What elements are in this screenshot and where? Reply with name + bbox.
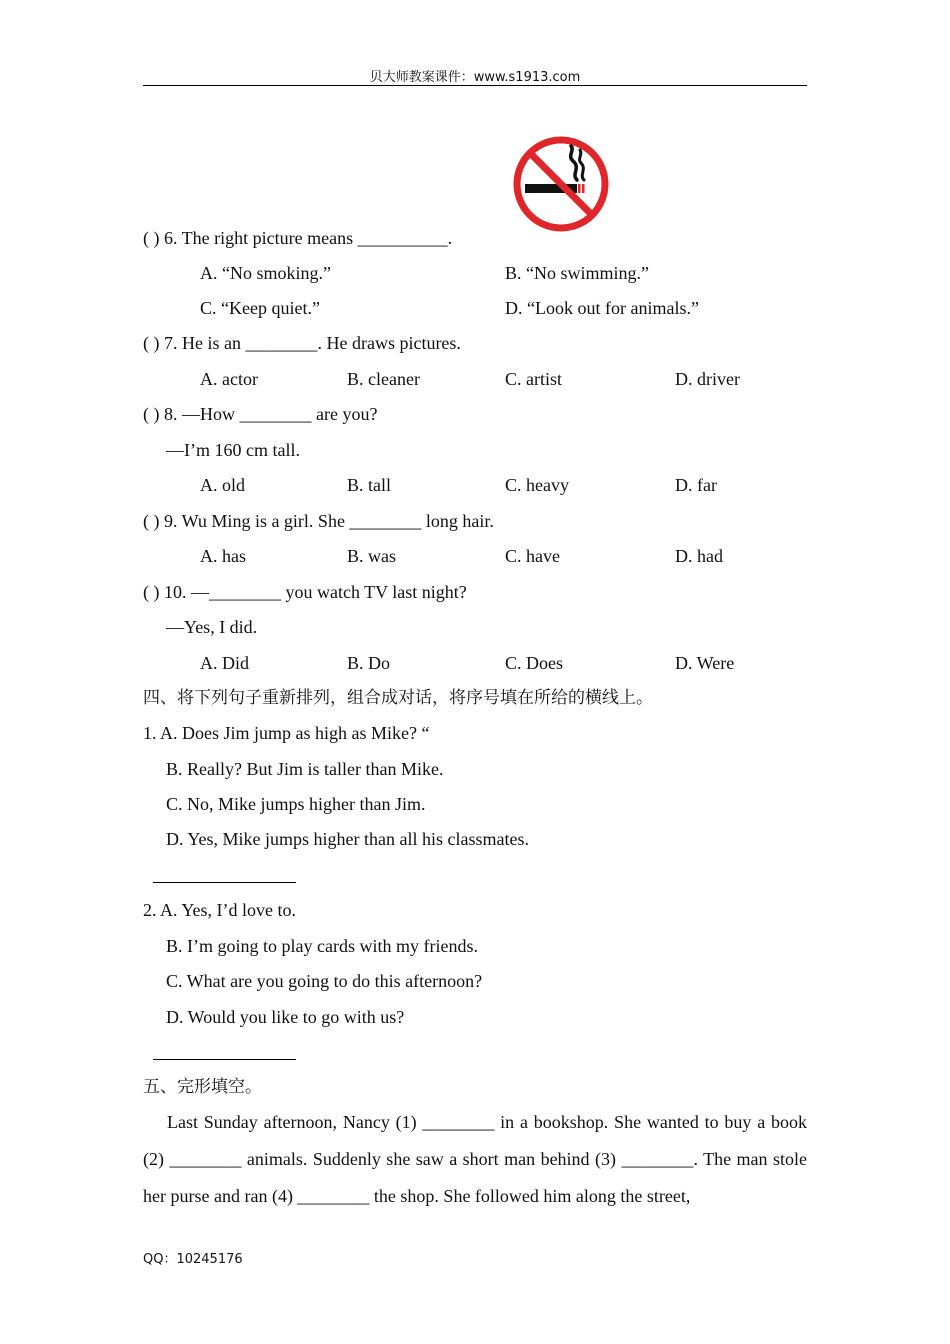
question-7-stem: ( ) 7. He is an ________. He draws pictures. [143,333,461,353]
section-4-item-1-answer-blank [153,882,296,883]
question-6-option-b: B. “No swimming.” [505,263,649,283]
section-4-item-1-line-c: C. No, Mike jumps higher than Jim. [166,794,426,814]
question-6-option-d: D. “Look out for animals.” [505,298,699,318]
section-4-item-2-line-a: 2. A. Yes, I’d love to. [143,900,297,920]
question-9-option-a: A. has [200,546,246,566]
page-header: 贝大师教案课件：www.s1913.com [369,70,581,85]
section-4-item-1-line-b: B. Really? But Jim is taller than Mike. [166,759,444,779]
question-8-option-c: C. heavy [505,475,569,495]
question-6-option-a: A. “No smoking.” [200,263,331,283]
question-8-stem: ( ) 8. —How ________ are you? [143,404,378,424]
question-9-stem: ( ) 9. Wu Ming is a girl. She ________ long hair. [143,511,494,531]
question-7-option-d: D. driver [675,369,740,389]
question-9-option-c: C. have [505,546,560,566]
question-9-option-d: D. had [675,546,723,566]
question-8-option-a: A. old [200,475,245,495]
section-4-item-1-line-a: 1. A. Does Jim jump as high as Mike? “ [143,723,430,743]
question-10-option-c: C. Does [505,653,563,673]
section-5-title: 五、完形填空。 [143,1077,262,1097]
question-10-option-d: D. Were [675,653,735,673]
question-8-option-b: B. tall [347,475,391,495]
header-rule [143,85,807,86]
question-9-option-b: B. was [347,546,396,566]
question-8-option-d: D. far [675,475,717,495]
page-footer: QQ：10245176 [143,1252,243,1267]
no-smoking-sign-icon [511,134,611,234]
question-10-stem: ( ) 10. —________ you watch TV last night? [143,582,467,602]
question-10-option-b: B. Do [347,653,391,673]
section-4-item-2-answer-blank [153,1059,296,1060]
section-4-item-1-line-d: D. Yes, Mike jumps higher than all his classmates. [166,829,529,849]
section-4-title: 四、将下列句子重新排列，组合成对话，将序号填在所给的横线上。 [143,688,653,708]
question-7-option-b: B. cleaner [347,369,420,389]
question-6-option-c: C. “Keep quiet.” [200,298,320,318]
section-4-item-2-line-c: C. What are you going to do this afternoon? [166,971,483,991]
question-8-answer-line: —I’m 160 cm tall. [166,440,300,460]
cloze-passage: Last Sunday afternoon, Nancy (1) ________ in a bookshop. She wanted to buy a book (2) ________ animals. Suddenly she saw a short man behind (3) ________. The man stole her purse and ran (4) ________ the shop. She followed him along the street, [143,1112,807,1206]
question-10-option-a: A. Did [200,653,249,673]
question-6-stem: ( ) 6. The right picture means __________. [143,228,453,248]
question-10-answer-line: —Yes, I did. [166,617,258,637]
section-4-item-2-line-d: D. Would you like to go with us? [166,1007,405,1027]
question-7-option-c: C. artist [505,369,562,389]
question-7-option-a: A. actor [200,369,258,389]
section-4-item-2-line-b: B. I’m going to play cards with my friends. [166,936,478,956]
